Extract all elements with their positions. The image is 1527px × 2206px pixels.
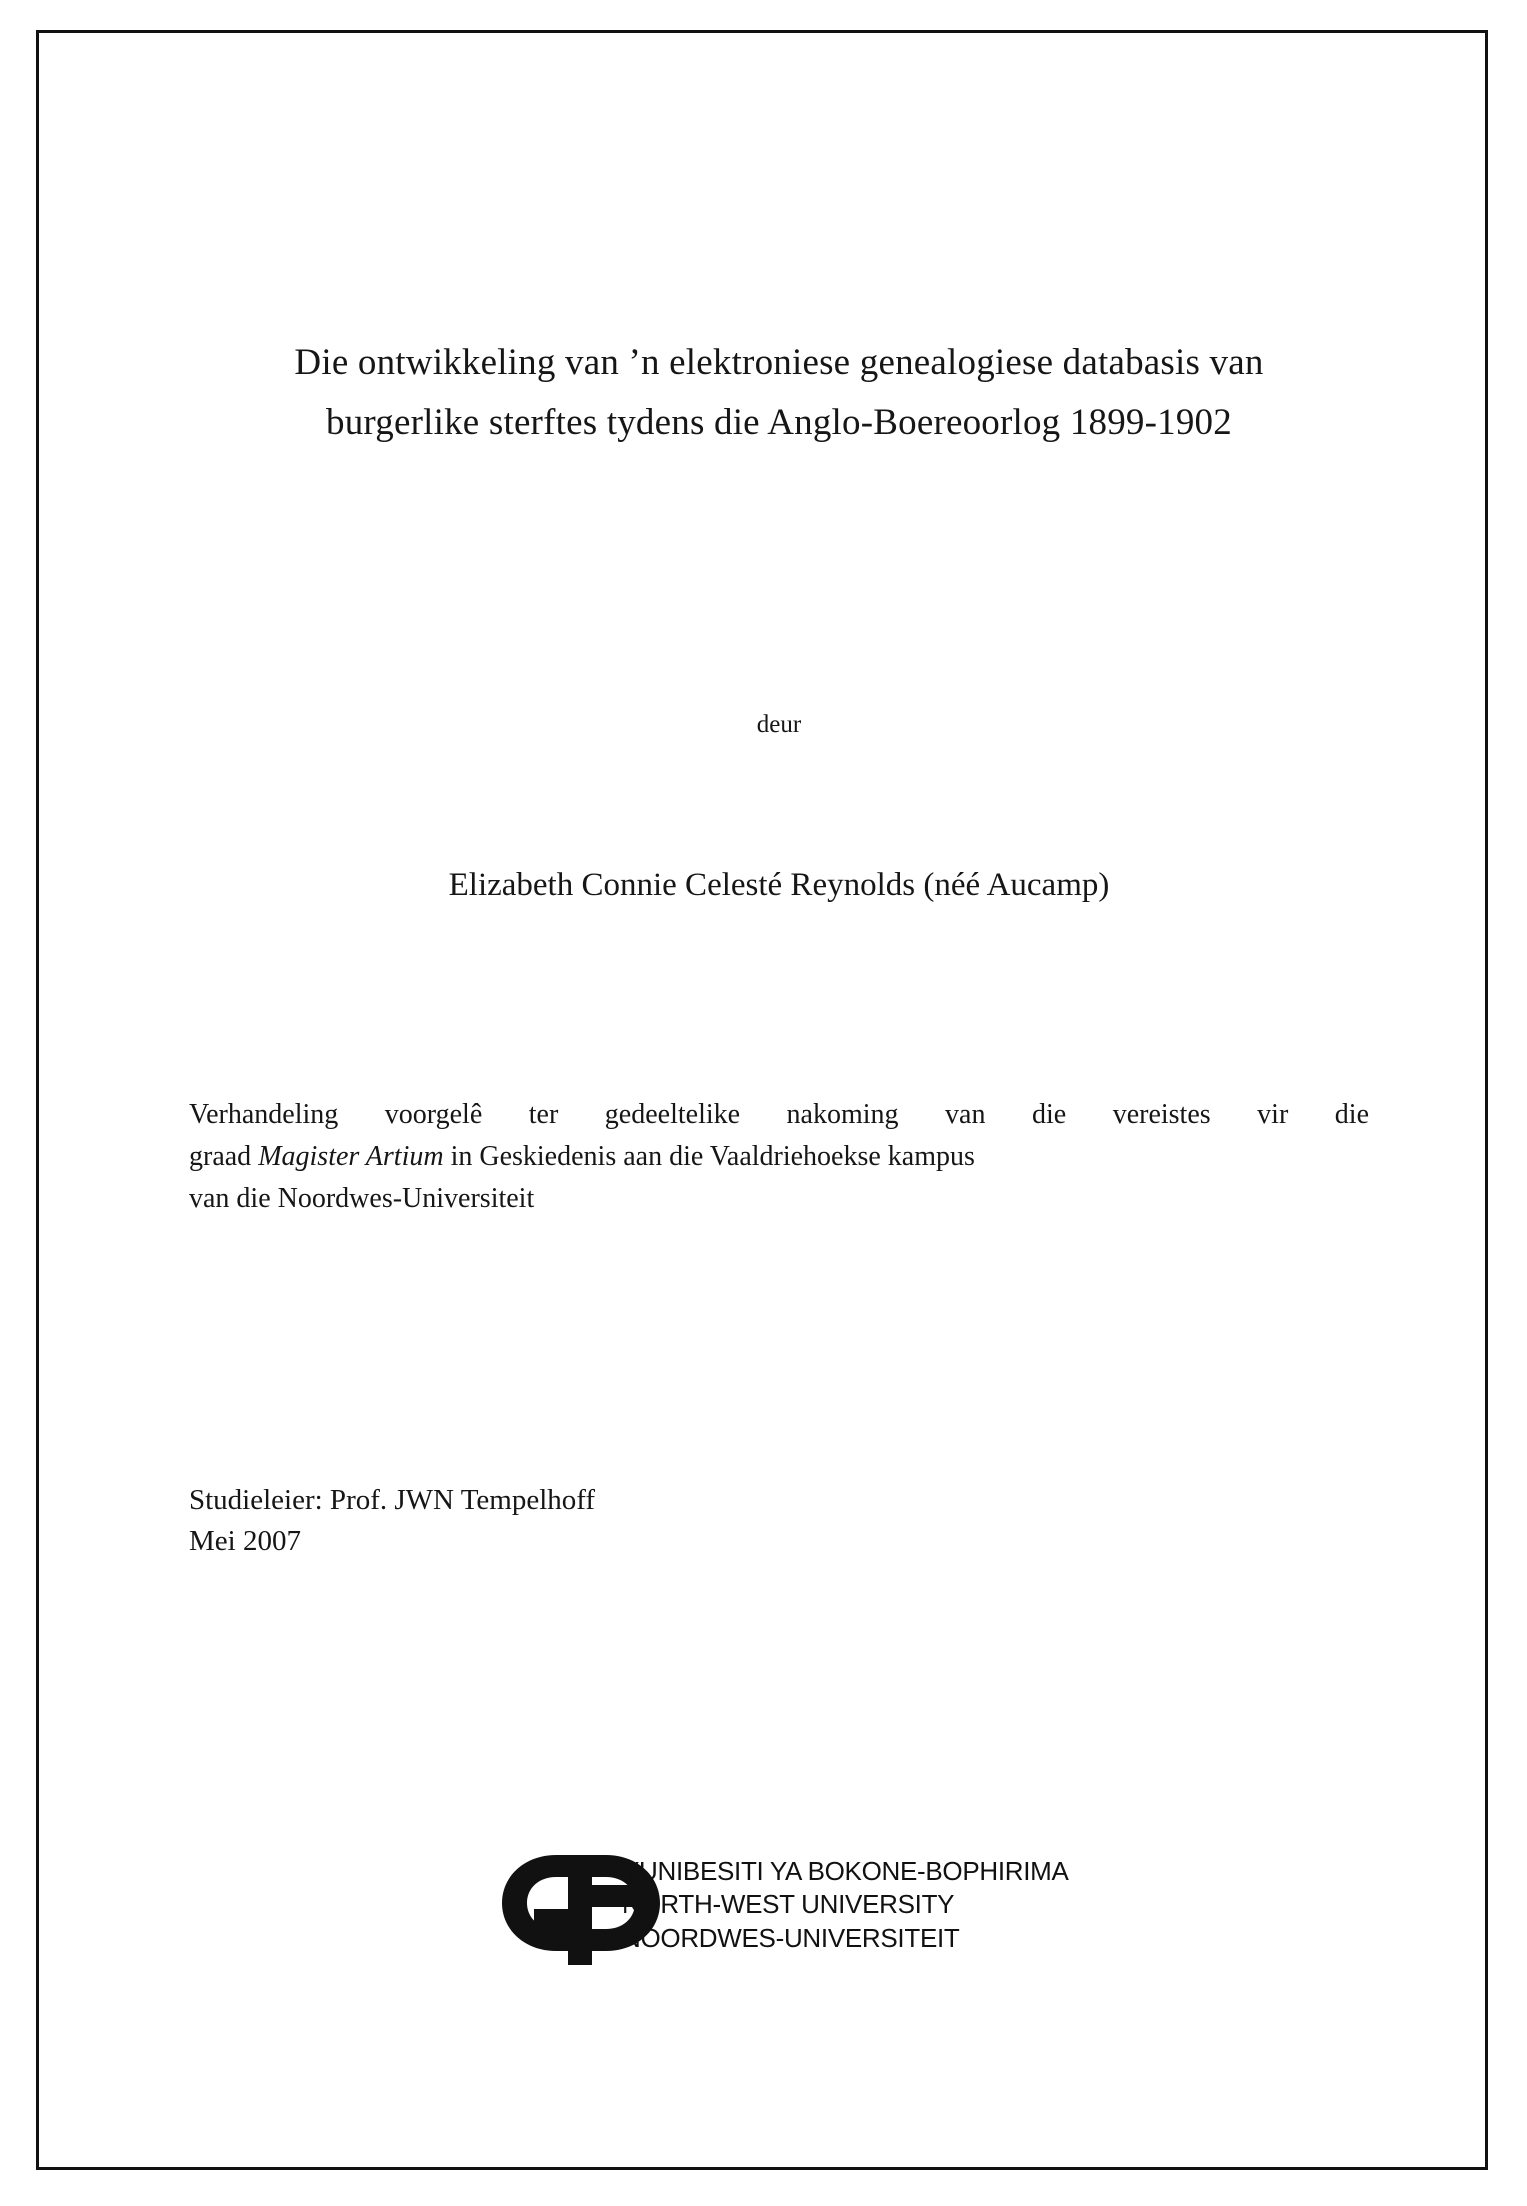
submission-line-2 (189, 1136, 1369, 1178)
university-logo (494, 1845, 1114, 1975)
author-name: Elizabeth Connie Celesté Reynolds (néé Aucamp) (448, 866, 1110, 903)
title-line-2: burgerlike sterftes tydens die Anglo-Boereoorlog 1899-1902 (326, 401, 1232, 443)
page-title (189, 333, 1369, 453)
submission-line-2-suffix: in Geskiedenis aan die Vaaldriehoekse kampus (443, 1140, 975, 1172)
submission-line-2-prefix: graad (189, 1140, 259, 1172)
logo-line-2: NORTH-WEST UNIVERSITY (622, 1889, 955, 1920)
supervisor-name: Studieleier: Prof. JWN Tempelhoff (189, 1483, 596, 1516)
submission-line-1: Verhandeling voorgelê ter gedeeltelike nakoming van die vereistes vir die (189, 1098, 1369, 1130)
submission-line-3: van die Noordwes-Universiteit (189, 1182, 535, 1214)
logo-line-3: NOORDWES-UNIVERSITEIT (622, 1922, 960, 1953)
logo-wordmark (622, 1855, 1069, 1955)
title-page-content (189, 333, 1369, 1562)
degree-name: Magister Artium (258, 1140, 444, 1172)
submission-statement (189, 1094, 1369, 1220)
logo-line-1: YUNIBESITI YA BOKONE-BOPHIRIMA (622, 1856, 1069, 1886)
submission-date: Mei 2007 (189, 1525, 301, 1558)
page-border (36, 30, 1488, 2170)
supervisor-block (189, 1480, 1369, 1562)
title-line-1: Die ontwikkeling van ’n elektroniese genealogiese databasis van (294, 342, 1264, 383)
by-label: deur (756, 710, 802, 738)
